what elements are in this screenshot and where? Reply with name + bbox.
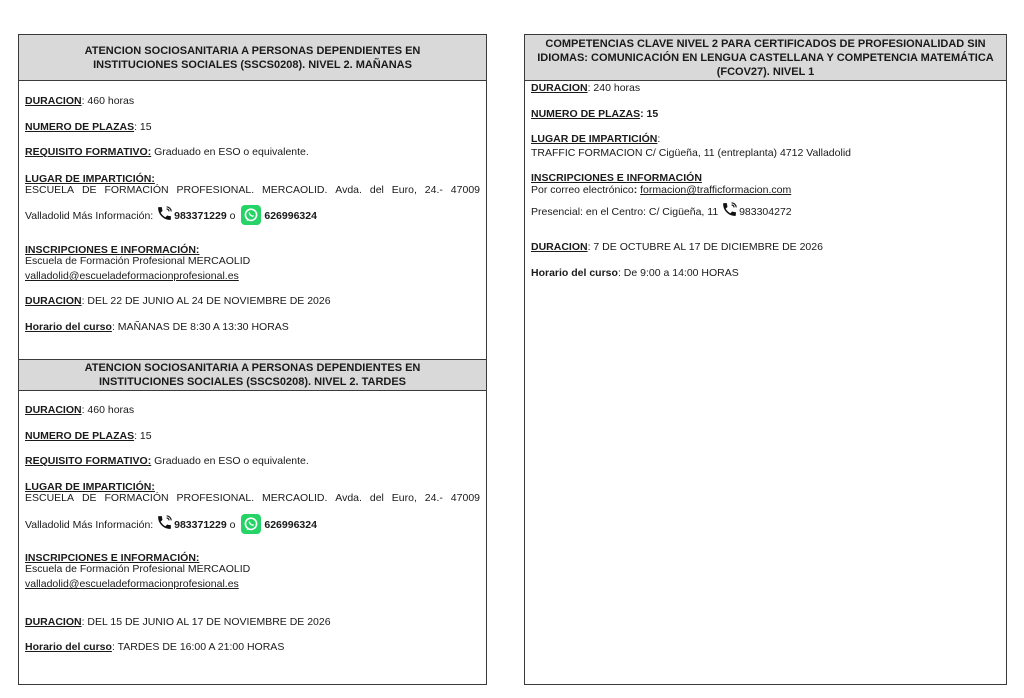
info-text: Valladolid Más Información: (25, 519, 157, 531)
phone-number-1[interactable]: 983371229 (174, 210, 227, 222)
requisito-label: REQUISITO FORMATIVO: (25, 455, 152, 467)
address-word: Avda. (335, 492, 362, 504)
phone-number-2[interactable]: 626996324 (264, 519, 317, 531)
course-3-inscripciones-label (531, 172, 1000, 184)
horario-value: : MAÑANAS DE 8:30 A 13:30 HORAS (111, 321, 289, 333)
address-word: 47009 (450, 184, 480, 196)
fechas-value: : DEL 22 DE JUNIO AL 24 DE NOVIEMBRE DE 2026 (81, 295, 331, 307)
address-word: MERCAOLID. (262, 492, 328, 504)
plazas-label: NUMERO DE PLAZAS (25, 430, 135, 442)
course-1-horario (25, 321, 480, 333)
correo-email-link[interactable]: formacion@trafficformacion.com (640, 184, 792, 196)
course-3-plazas (531, 108, 1000, 120)
fechas-label: DURACION (531, 241, 588, 253)
phone-number-2[interactable]: 626996324 (264, 210, 317, 222)
duracion-value: : 240 horas (587, 82, 641, 94)
or-text: o (226, 210, 239, 222)
plazas-label: NUMERO DE PLAZAS (25, 121, 135, 133)
course-2-inscripciones-school: Escuela de Formación Profesional MERCAOLID (25, 563, 251, 575)
course-3-title-line3: (FCOV27). NIVEL 1 (716, 65, 815, 78)
address-word: PROFESIONAL. (176, 184, 255, 196)
horario-label: Horario del curso (25, 641, 112, 653)
lugar-label: LUGAR DE IMPARTICIÓN (531, 133, 658, 145)
fechas-label: DURACION (25, 295, 82, 307)
plazas-value: : 15 (640, 108, 659, 120)
duracion-label: DURACION (25, 95, 82, 107)
requisito-label: REQUISITO FORMATIVO: (25, 146, 152, 158)
address-word: DE (81, 184, 97, 196)
right-column (524, 34, 1007, 685)
fechas-value: : 7 DE OCTUBRE AL 17 DE DICIEMBRE DE 2026 (587, 241, 823, 253)
course-2-plazas (25, 430, 480, 442)
horario-label: Horario del curso (531, 267, 618, 279)
course-2-email-link[interactable]: valladolid@escueladeformacionprofesional.es (25, 578, 239, 590)
course-1-email-link[interactable]: valladolid@escueladeformacionprofesional.es (25, 270, 239, 282)
address-word: ESCUELA (25, 492, 75, 504)
course-3-header (525, 35, 1006, 81)
presencial-text: Presencial: en el Centro: C/ Cigüeña, 11 (531, 206, 722, 218)
fechas-value: : DEL 15 DE JUNIO AL 17 DE NOVIEMBRE DE 2026 (81, 616, 331, 628)
course-3-lugar-label (531, 133, 1000, 145)
phone-icon (721, 201, 738, 221)
presencial-phone[interactable]: 983304272 (739, 206, 792, 218)
course-3-title-line2: IDIOMAS: COMUNICACIÓN EN LENGUA CASTELLANA Y COMPETENCIA MATEMÁTICA (537, 51, 994, 64)
lugar-colon: : (657, 133, 661, 145)
duracion-value: : 460 horas (81, 95, 135, 107)
course-1-header (19, 35, 486, 81)
phone-icon (156, 205, 173, 225)
course-1-duracion (25, 95, 480, 107)
course-2-horario (25, 641, 480, 653)
phone-number-1[interactable]: 983371229 (174, 519, 227, 531)
course-1-requisito (25, 146, 480, 158)
lugar-label: LUGAR DE IMPARTICIÓN: (25, 481, 155, 493)
course-2-requisito (25, 455, 480, 467)
inscripciones-label: INSCRIPCIONES E INFORMACIÓN: (25, 244, 200, 256)
address-word: ESCUELA (25, 184, 75, 196)
course-3-duracion (531, 82, 1000, 94)
address-word: PROFESIONAL. (176, 492, 255, 504)
lugar-label: LUGAR DE IMPARTICIÓN: (25, 173, 155, 185)
horario-value: : TARDES DE 16:00 A 21:00 HORAS (111, 641, 285, 653)
address-word: Euro, (391, 184, 417, 196)
requisito-value: Graduado en ESO o equivalente. (151, 146, 309, 158)
course-2-fechas (25, 616, 480, 628)
requisito-value: Graduado en ESO o equivalente. (151, 455, 309, 467)
inscripciones-label: INSCRIPCIONES E INFORMACIÓN: (25, 552, 200, 564)
left-column (18, 34, 487, 685)
address-word: 24.- (424, 184, 443, 196)
address-word: Avda. (335, 184, 362, 196)
address-word: Euro, (391, 492, 417, 504)
phone-icon (156, 514, 173, 534)
address-word: MERCAOLID. (262, 184, 328, 196)
whatsapp-icon[interactable] (241, 205, 261, 225)
course-3-correo (531, 184, 1000, 196)
correo-colon: : (633, 184, 641, 196)
duracion-value: : 460 horas (81, 404, 135, 416)
or-text: o (226, 519, 239, 531)
course-1-title-line2: INSTITUCIONES SOCIALES (SSCS0208). NIVEL 2. MAÑANAS (93, 58, 412, 71)
course-3-fechas (531, 241, 1000, 253)
course-2-contact (25, 514, 480, 534)
address-word: 47009 (450, 492, 480, 504)
horario-value: : De 9:00 a 14:00 HORAS (617, 267, 739, 279)
inscripciones-label: INSCRIPCIONES E INFORMACIÓN (531, 172, 702, 184)
course-3-horario (531, 267, 1000, 279)
course-2-duracion (25, 404, 480, 416)
course-3-presencial (531, 201, 1000, 221)
address-word: DE (81, 492, 97, 504)
address-word: FORMACIÓN (104, 492, 169, 504)
address-word: del (369, 184, 384, 196)
course-1-lugar-address (25, 184, 480, 196)
course-2-title-line2: INSTITUCIONES SOCIALES (SSCS0208). NIVEL 2. TARDES (98, 376, 407, 388)
course-2-lugar-address (25, 492, 480, 504)
course-2-header (19, 359, 486, 391)
course-1-inscripciones-school: Escuela de Formación Profesional MERCAOLID (25, 255, 251, 267)
course-3-title-line1: COMPETENCIAS CLAVE NIVEL 2 PARA CERTIFICADOS DE PROFESIONALIDAD SIN (545, 37, 986, 50)
address-word: del (369, 492, 384, 504)
fechas-label: DURACION (25, 616, 82, 628)
course-3-lugar-value: TRAFFIC FORMACION C/ Cigüeña, 11 (entreplanta) 4712 Valladolid (531, 147, 851, 159)
duracion-label: DURACION (531, 82, 588, 94)
course-2-title-line1: ATENCION SOCIOSANITARIA A PERSONAS DEPENDIENTES EN (84, 362, 421, 374)
info-text: Valladolid Más Información: (25, 210, 157, 222)
plazas-value: : 15 (134, 430, 152, 442)
course-1-plazas (25, 121, 480, 133)
correo-text: Por correo electrónico (531, 184, 634, 196)
plazas-label: NUMERO DE PLAZAS (531, 108, 641, 120)
course-1-contact (25, 205, 480, 225)
address-word: FORMACIÓN (104, 184, 169, 196)
course-1-title-line1: ATENCION SOCIOSANITARIA A PERSONAS DEPENDIENTES EN (84, 44, 421, 57)
address-word: 24.- (424, 492, 443, 504)
horario-label: Horario del curso (25, 321, 112, 333)
duracion-label: DURACION (25, 404, 82, 416)
whatsapp-icon[interactable] (241, 514, 261, 534)
plazas-value: : 15 (134, 121, 152, 133)
course-1-fechas (25, 295, 480, 307)
